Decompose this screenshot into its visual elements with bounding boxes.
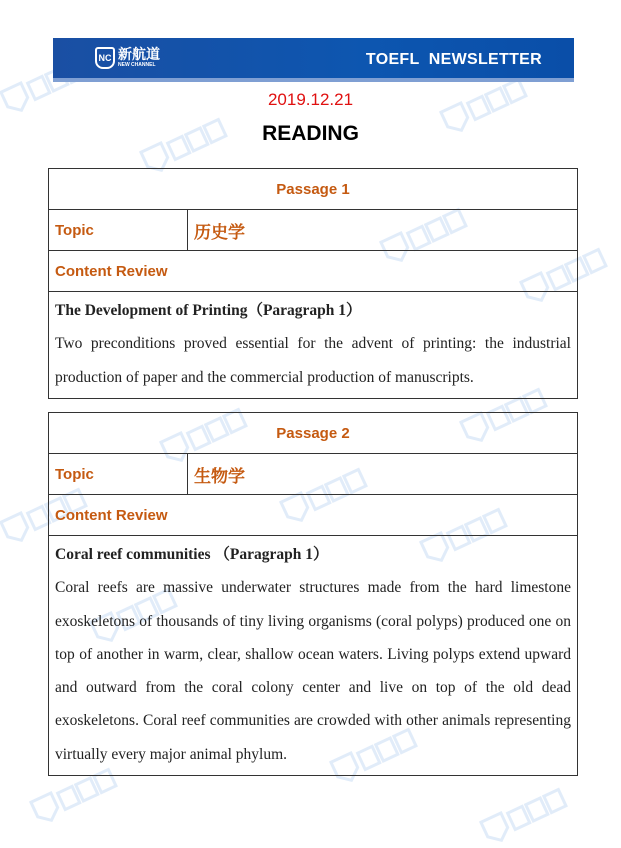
section-heading: READING xyxy=(262,122,359,145)
logo-shield-icon: NC xyxy=(95,47,115,69)
topic-label: Topic xyxy=(49,454,188,495)
logo-cn: 新航道 xyxy=(118,46,160,62)
topic-value: 历史学 xyxy=(188,210,578,251)
paragraph-title: Coral reef communities （Paragraph 1） xyxy=(55,546,329,563)
passage-2-table xyxy=(48,412,578,776)
watermark-logo-icon xyxy=(478,782,572,847)
logo-en: NEW CHANNEL xyxy=(118,62,156,68)
paragraph-text: Two preconditions proved essential for the advent of printing: the industrial production of paper and the commercial production of manuscripts. xyxy=(55,335,571,386)
topic-label: Topic xyxy=(49,210,188,251)
paragraph-title: The Development of Printing（Paragraph 1） xyxy=(55,302,362,319)
content-review-label: Content Review xyxy=(49,251,578,292)
content-review-body xyxy=(49,536,578,776)
paragraph-text: Coral reefs are massive underwater structures made from the hard limestone exoskeletons of thousands of tiny living organisms (coral polyps) produced one on top of another in warm, clear, shallow ocean waters. Living polyps extend upward and outward from the coral colony center and live on top of the old dead exoskeletons. Coral reef communities are crowded with other animals representing virtually every major animal phylum. xyxy=(55,579,571,763)
new-channel-logo xyxy=(95,46,160,69)
passage-1-table xyxy=(48,168,578,399)
banner-title: TOEFL NEWSLETTER xyxy=(365,51,542,68)
passage-title: Passage 1 xyxy=(49,169,578,210)
date: 2019.12.21 xyxy=(267,90,354,109)
topic-value: 生物学 xyxy=(188,454,578,495)
content-review-body xyxy=(49,292,578,399)
passage-title: Passage 2 xyxy=(49,413,578,454)
newsletter-banner xyxy=(53,38,574,82)
content-review-label: Content Review xyxy=(49,495,578,536)
